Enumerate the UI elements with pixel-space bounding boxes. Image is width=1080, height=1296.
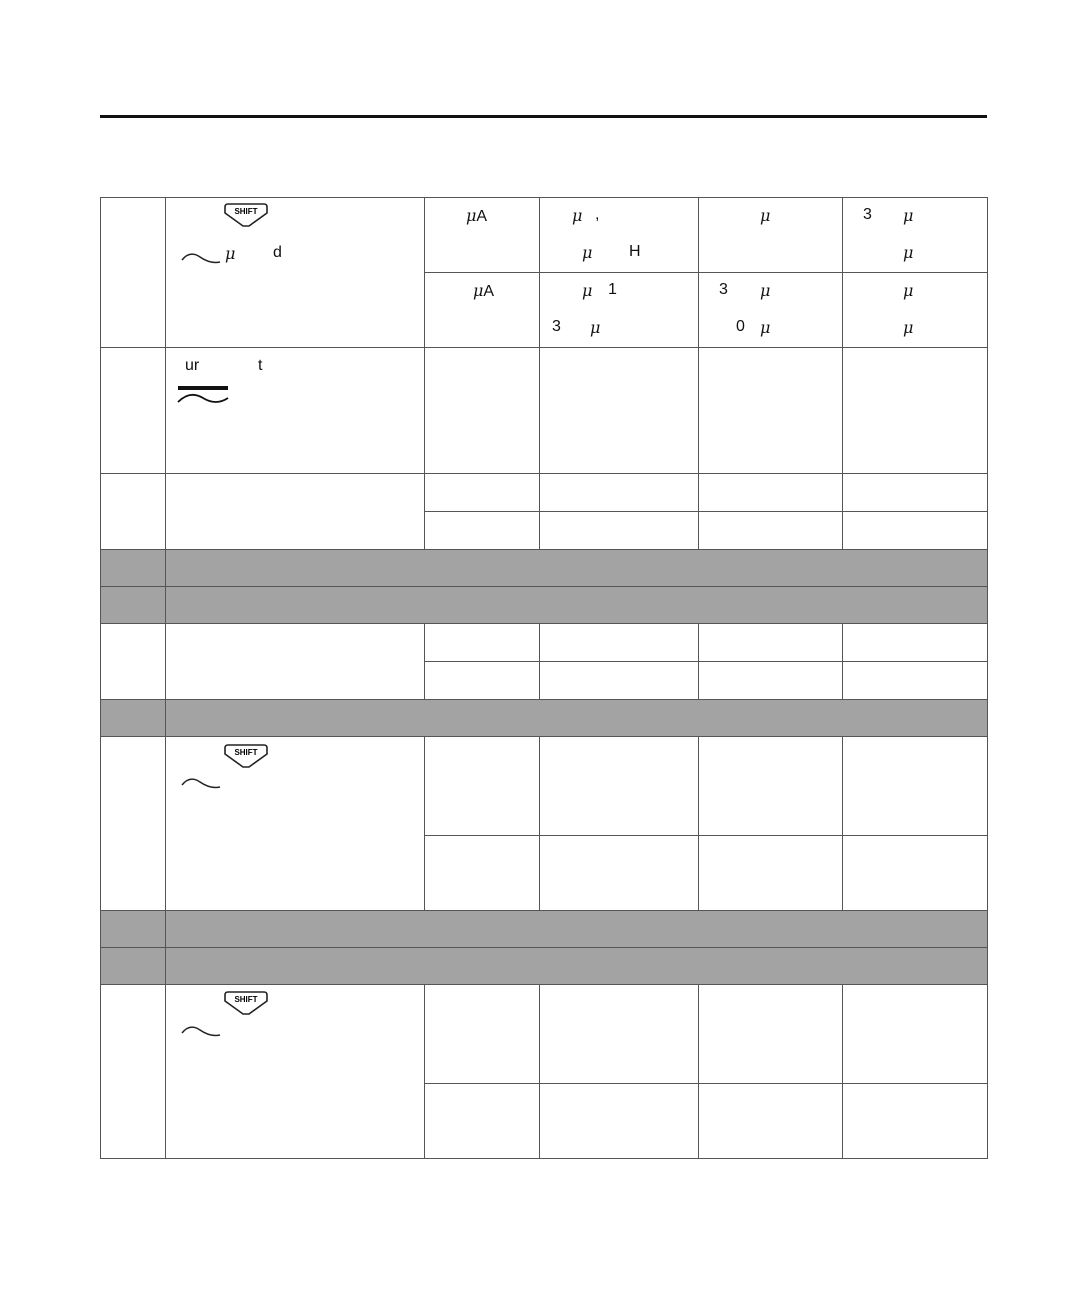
row4a-c4 — [540, 624, 699, 662]
row6a-c4 — [540, 985, 699, 1084]
row3b-c4 — [540, 512, 699, 550]
row6a-c3 — [425, 985, 540, 1084]
row6b-c4 — [540, 1084, 699, 1159]
row3-function-cell — [166, 474, 425, 550]
row1-function-cell — [166, 198, 425, 348]
row6b-c5 — [699, 1084, 843, 1159]
r1b-c5 — [699, 273, 843, 348]
row6a-c5 — [699, 985, 843, 1084]
row6-label-cell — [101, 985, 166, 1159]
ac-dc-icon — [176, 384, 232, 410]
row2-c4 — [540, 348, 699, 474]
section-header-label — [101, 587, 166, 624]
row4a-c6 — [843, 624, 988, 662]
r1b-c4 — [540, 273, 699, 348]
row2-c6 — [843, 348, 988, 474]
svg-text:SHIFT: SHIFT — [234, 207, 258, 216]
row1-mu-text: μ — [225, 244, 236, 263]
row1-label-cell — [101, 198, 166, 348]
r1a-c3 — [425, 198, 540, 273]
spec-table — [100, 197, 988, 1159]
shift-key-icon — [223, 743, 269, 769]
r1b-c4-l1-num: 1 — [608, 281, 617, 298]
row3a-c3 — [425, 474, 540, 512]
r1a-c6-mu1: μ — [903, 206, 914, 225]
row5b-c6 — [843, 836, 988, 911]
r1a-c4-l2-mu: μ — [582, 243, 593, 262]
r1b-c4-l2-mu: μ — [590, 318, 601, 337]
row2-ur-text: ur — [185, 357, 200, 374]
r1a-c5-mu: μ — [760, 206, 771, 225]
row5b-c5 — [699, 836, 843, 911]
row5b-c3 — [425, 836, 540, 911]
shift-key-icon — [223, 202, 269, 228]
r1b-c4-l1-mu: μ — [582, 281, 593, 300]
row6-function-cell — [166, 985, 425, 1159]
row6b-c6 — [843, 1084, 988, 1159]
row5b-c4 — [540, 836, 699, 911]
row3b-c6 — [843, 512, 988, 550]
r1b-c5-l1-num: 3 — [719, 281, 728, 298]
r1a-c4-l1-mu: μ — [572, 206, 583, 225]
r1a-c3-mu: μ — [466, 206, 477, 225]
section-header-bar — [166, 911, 988, 948]
r1b-c5-l1-mu: μ — [760, 281, 771, 300]
row3a-c6 — [843, 474, 988, 512]
row3a-c4 — [540, 474, 699, 512]
r1a-c4-l1-sep: , — [595, 206, 600, 223]
r1b-c4-l2-num: 3 — [552, 318, 561, 335]
r1a-c6 — [843, 198, 988, 273]
section-header-bar — [166, 700, 988, 737]
ac-wave-icon — [180, 248, 224, 268]
row5-function-cell — [166, 737, 425, 911]
section-header-label — [101, 550, 166, 587]
ac-wave-icon — [180, 1021, 224, 1041]
row3b-c3 — [425, 512, 540, 550]
section-header-label — [101, 948, 166, 985]
row4b-c6 — [843, 662, 988, 700]
svg-text:SHIFT: SHIFT — [234, 995, 258, 1004]
row3-label-cell — [101, 474, 166, 550]
row6a-c6 — [843, 985, 988, 1084]
row5a-c6 — [843, 737, 988, 836]
r1b-c3-mu: μ — [473, 281, 484, 300]
row5a-c4 — [540, 737, 699, 836]
r1a-c4 — [540, 198, 699, 273]
row2-function-cell — [166, 348, 425, 474]
section-header-bar — [166, 948, 988, 985]
section-header-label — [101, 700, 166, 737]
row4b-c5 — [699, 662, 843, 700]
r1a-c3-unit: A — [476, 208, 488, 225]
row6b-c3 — [425, 1084, 540, 1159]
row4-label-cell — [101, 624, 166, 700]
row5-label-cell — [101, 737, 166, 911]
r1b-c3 — [425, 273, 540, 348]
r1a-c6-mu2: μ — [903, 243, 914, 262]
row3a-c5 — [699, 474, 843, 512]
section-header-label — [101, 911, 166, 948]
r1b-c6 — [843, 273, 988, 348]
row4a-c3 — [425, 624, 540, 662]
row3b-c5 — [699, 512, 843, 550]
row2-label-cell — [101, 348, 166, 474]
ac-wave-icon — [180, 773, 224, 793]
r1b-c5-l2-num: 0 — [736, 318, 745, 335]
r1a-c6-num: 3 — [863, 206, 872, 223]
section-header-bar — [166, 550, 988, 587]
r1a-c5 — [699, 198, 843, 273]
top-rule — [100, 115, 987, 118]
row5a-c5 — [699, 737, 843, 836]
row4-function-cell — [166, 624, 425, 700]
row4b-c3 — [425, 662, 540, 700]
r1b-c3-unit: A — [483, 283, 495, 300]
r1b-c6-mu2: μ — [903, 318, 914, 337]
row4b-c4 — [540, 662, 699, 700]
r1b-c6-mu1: μ — [903, 281, 914, 300]
r1a-c4-l2-h: H — [629, 243, 641, 260]
row4a-c5 — [699, 624, 843, 662]
row2-c3 — [425, 348, 540, 474]
svg-text:SHIFT: SHIFT — [234, 748, 258, 757]
row2-t-text: t — [258, 357, 263, 374]
row5a-c3 — [425, 737, 540, 836]
row2-c5 — [699, 348, 843, 474]
r1b-c5-l2-mu: μ — [760, 318, 771, 337]
section-header-bar — [166, 587, 988, 624]
row1-d-text: d — [273, 244, 282, 261]
shift-key-icon — [223, 990, 269, 1016]
